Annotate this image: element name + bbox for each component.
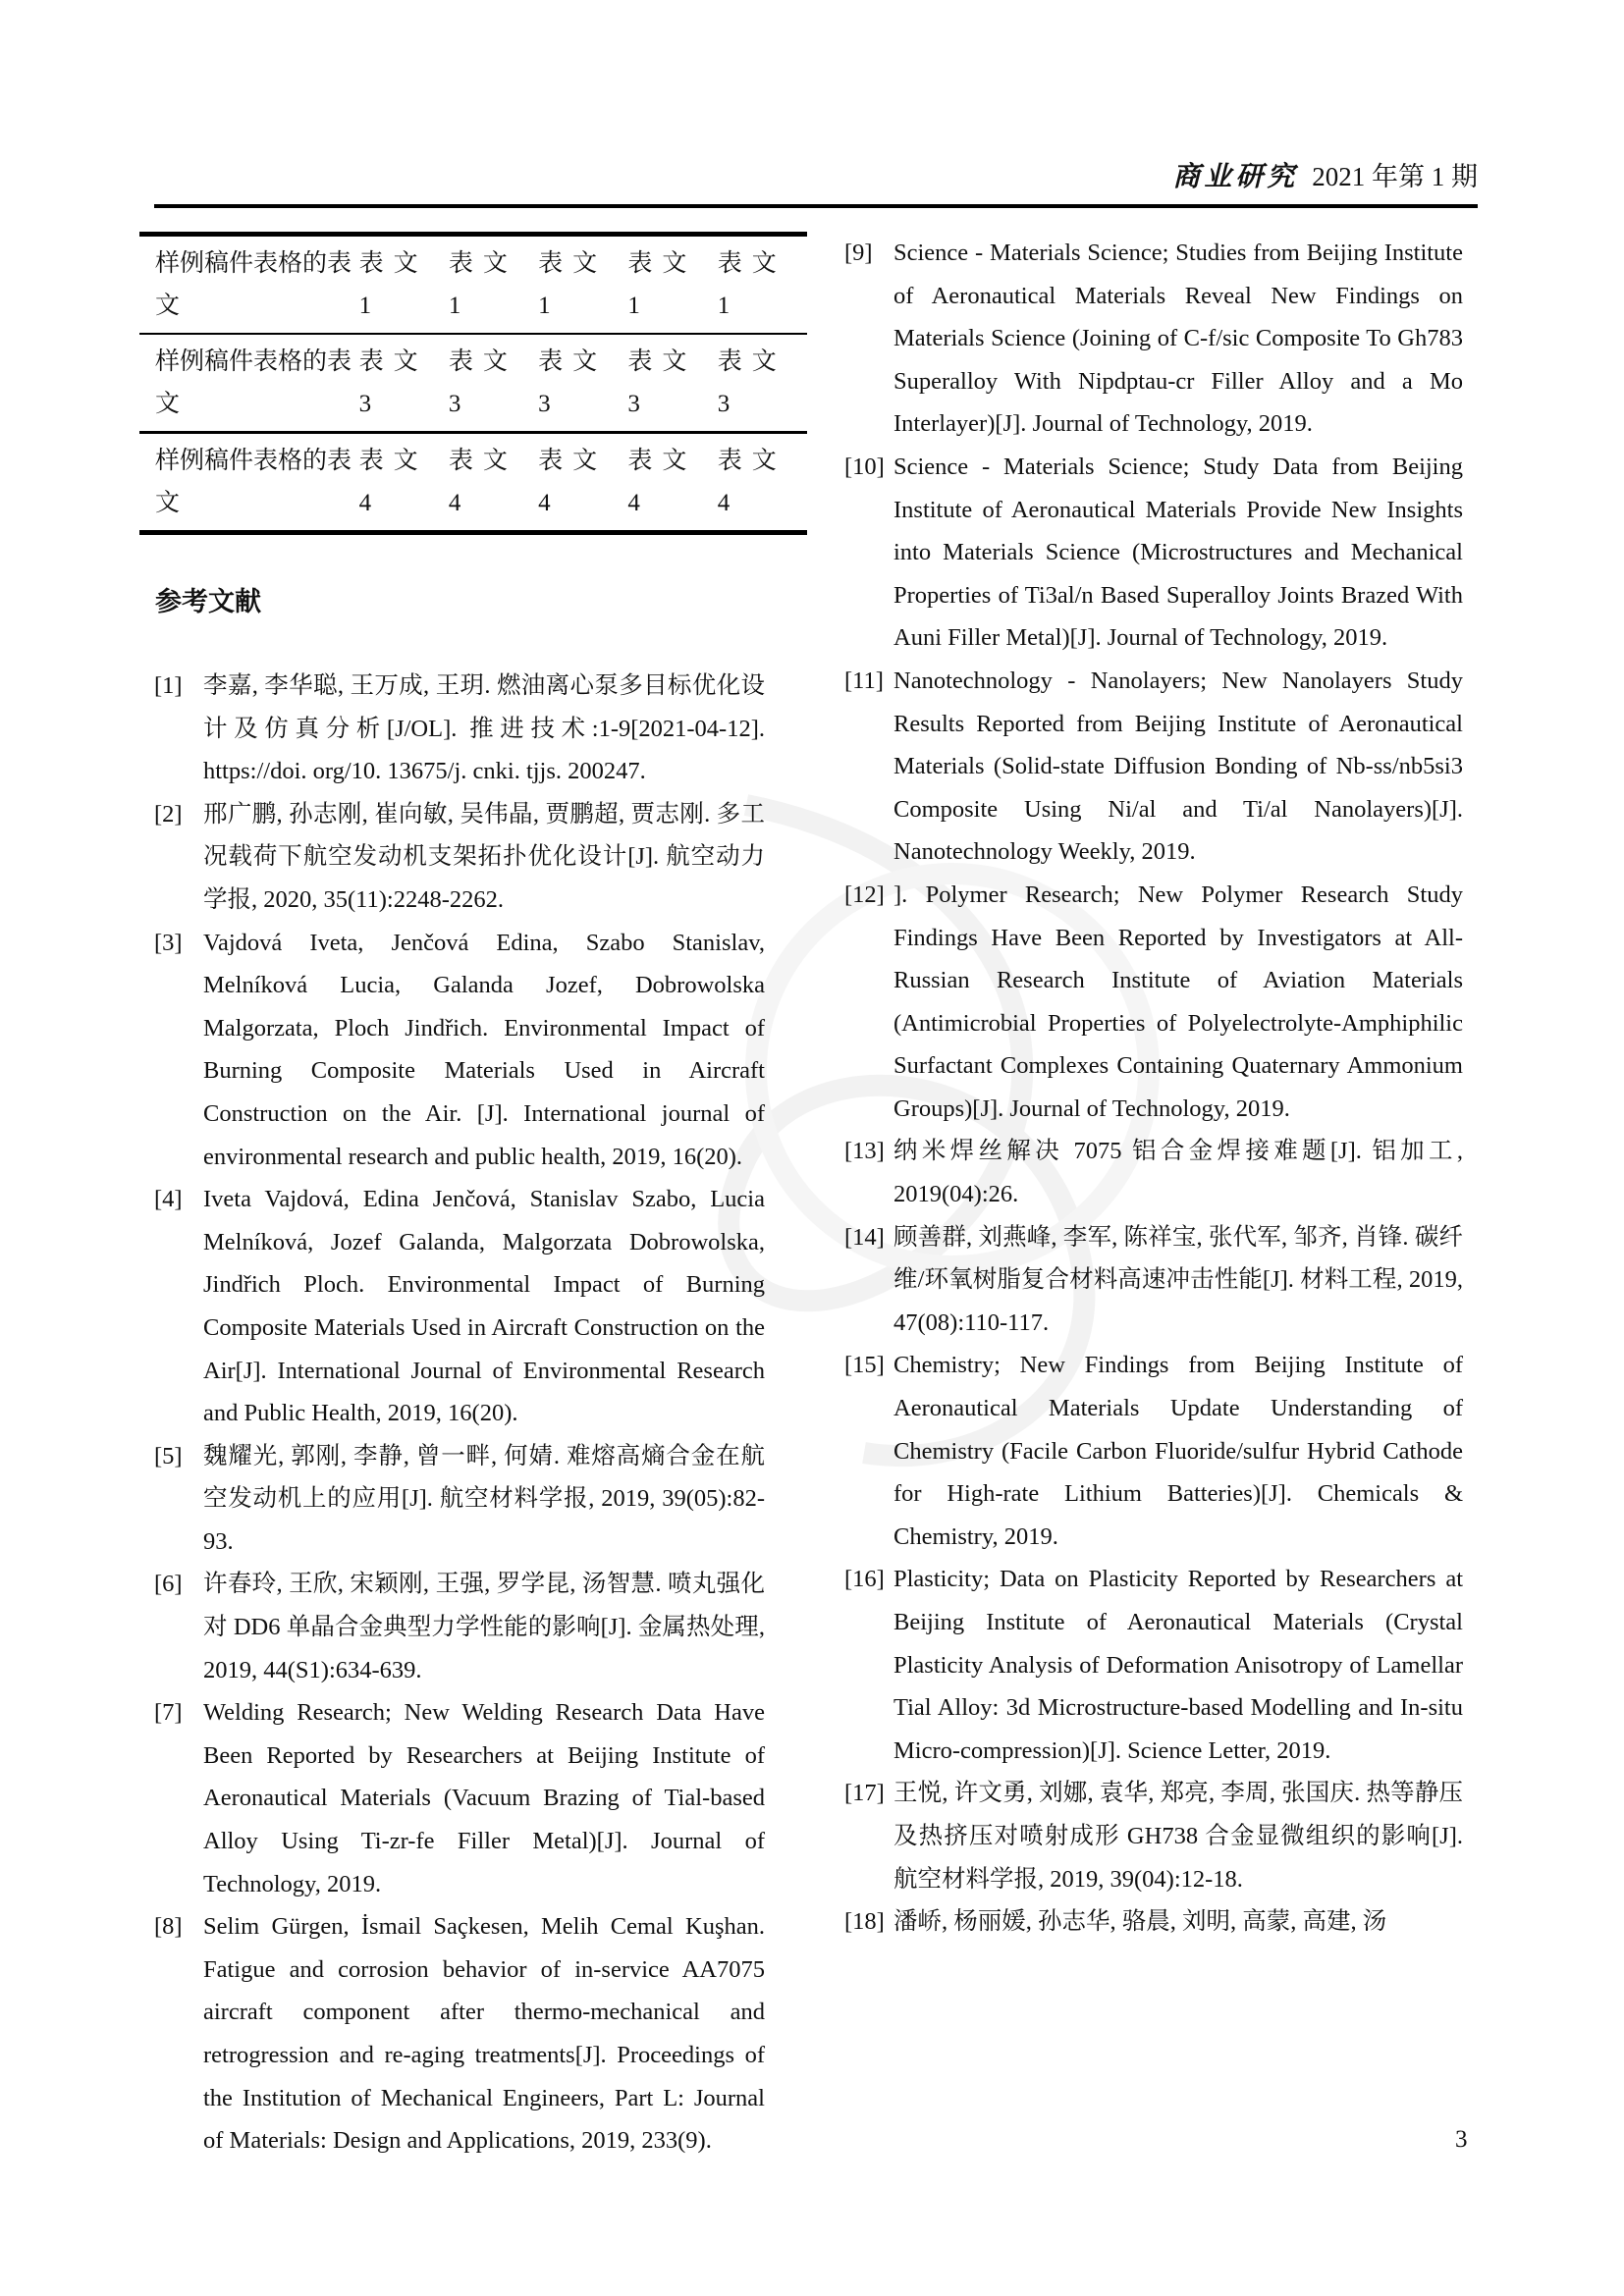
- reference-text: 王悦, 许文勇, 刘娜, 袁华, 郑亮, 李周, 张国庆. 热等静压及热挤压对喷射成形 GH738 合金显微组织的影响[J]. 航空材料学报, 2019, 39(04):12-18.: [893, 1780, 1463, 1893]
- reference-number: [6]: [154, 1571, 183, 1598]
- journal-name: 商业研究: [1172, 160, 1299, 192]
- table-cell: 表文 1: [718, 235, 807, 335]
- reference-number: [12]: [844, 881, 885, 908]
- table-cell: 表文 3: [538, 334, 627, 433]
- reference-list-left: [139, 665, 765, 2163]
- table-cell: 表文 1: [627, 235, 717, 335]
- table-cell: 表文 4: [627, 433, 717, 533]
- reference-text: Vajdová Iveta, Jenčová Edina, Szabo Stanislav, Melníková Lucia, Galanda Jozef, Dobrowolska Malgorzata, Ploch Jindřich. Environmental Impact of Burning Composite Materials Used in Aircraft Construction on the Air. [J]. International journal of environmental research and public health, 2019, 16(20).: [203, 929, 765, 1170]
- reference-text: 李嘉, 李华聪, 王万成, 王玥. 燃油离心泵多目标优化设计及仿真分析[J/OL]. 推进技术:1-9[2021-04-12]. https://doi. org/10. 13675/j. cnki. tjjs. 200247.: [203, 672, 765, 785]
- reference-number: [9]: [844, 240, 873, 266]
- reference-item: [154, 1905, 765, 2163]
- reference-text: 潘峤, 杨丽媛, 孙志华, 骆晨, 刘明, 高蒙, 高建, 汤: [893, 1908, 1387, 1936]
- reference-text: 纳米焊丝解决 7075 铝合金焊接难题[J]. 铝加工, 2019(04):26.: [893, 1138, 1463, 1208]
- table-cell: 表文 4: [449, 433, 538, 533]
- table-row: [139, 433, 807, 533]
- reference-text: ]. Polymer Research; New Polymer Research Study Findings Have Been Reported by Investigators at All-Russian Research Institute of Aviation Materials (Antimicrobial Properties of Polyelectrolyte-Amphiphilic Surfactant Complexes Containing Quaternary Ammonium Groups)[J]. Journal of Technology, 2019.: [893, 881, 1463, 1122]
- issue-label: 2021 年第 1 期: [1312, 162, 1478, 191]
- reference-item: [844, 1772, 1463, 1900]
- reference-number: [18]: [844, 1908, 885, 1936]
- reference-text: Nanotechnology - Nanolayers; New Nanolayers Study Results Reported from Beijing Institute of Aeronautical Materials (Solid-state Diffusion Bonding of Nb-ss/nb5si3 Composite Using Ni/al and Ti/al Nanolayers)[J]. Nanotechnology Weekly, 2019.: [893, 667, 1463, 866]
- reference-text: 许春玲, 王欣, 宋颖刚, 王强, 罗学昆, 汤智慧. 喷丸强化对 DD6 单晶合金典型力学性能的影响[J]. 金属热处理, 2019, 44(S1):634-639.: [203, 1571, 765, 1683]
- reference-item: [154, 1178, 765, 1435]
- table-row: [139, 334, 807, 433]
- reference-item: [154, 793, 765, 922]
- reference-item: [154, 1563, 765, 1691]
- reference-number: [11]: [844, 667, 884, 694]
- reference-item: [844, 1558, 1463, 1772]
- reference-number: [15]: [844, 1352, 885, 1379]
- reference-text: Welding Research; New Welding Research Data Have Been Reported by Researchers at Beijing Institute of Aeronautical Materials (Vacuum Brazing of Tial-based Alloy Using Ti-zr-fe Filler Metal)[J]. Journal of Technology, 2019.: [203, 1699, 765, 1897]
- reference-text: Chemistry; New Findings from Beijing Institute of Aeronautical Materials Update Understanding of Chemistry (Facile Carbon Fluoride/sulfur Hybrid Cathode for High-rate Lithium Batteries)[J]. Chemicals & Chemistry, 2019.: [893, 1352, 1463, 1550]
- reference-text: Selim Gürgen, İsmail Saçkesen, Melih Cemal Kuşhan. Fatigue and corrosion behavior of in-service AA7075 aircraft component after thermo-mechanical and retrogression and re-aging treatments[J]. Proceedings of the Institution of Mechanical Engineers, Part L: Journal of Materials: Design and Applications, 2019, 233(9).: [203, 1913, 765, 2155]
- reference-item: [844, 1130, 1463, 1215]
- reference-text: 邢广鹏, 孙志刚, 崔向敏, 吴伟晶, 贾鹏超, 贾志刚. 多工况载荷下航空发动机支架拓扑优化设计[J]. 航空动力学报, 2020, 35(11):2248-2262.: [203, 800, 765, 913]
- left-column: [139, 232, 807, 2163]
- references-heading: 参考文献: [155, 587, 261, 617]
- reference-number: [8]: [154, 1913, 183, 1941]
- reference-item: [844, 446, 1463, 660]
- table-cell: 表文 1: [359, 235, 449, 335]
- reference-number: [16]: [844, 1566, 885, 1593]
- reference-text: Science - Materials Science; Study Data from Beijing Institute of Aeronautical Materials Provide New Insights into Materials Science (Microstructures and Mechanical Properties of Ti3al/n Based Superalloy Joints Brazed With Auni Filler Metal)[J]. Journal of Technology, 2019.: [893, 453, 1463, 652]
- header-journal-info: [1172, 155, 1478, 194]
- reference-text: Plasticity; Data on Plasticity Reported by Researchers at Beijing Institute of Aeronautical Materials (Crystal Plasticity Analysis of Deformation Anisotropy of Lamellar Tial Alloy: 3d Microstructure-based Modelling and In-situ Micro-compression)[J]. Science Letter, 2019.: [893, 1566, 1463, 1764]
- reference-number: [1]: [154, 672, 183, 699]
- reference-item: [844, 1900, 1463, 1944]
- table-row-label: 样例稿件表格的表文: [139, 235, 359, 335]
- reference-item: [844, 1344, 1463, 1558]
- reference-number: [13]: [844, 1138, 885, 1165]
- table-row-label: 样例稿件表格的表文: [139, 433, 359, 533]
- reference-text: Science - Materials Science; Studies from Beijing Institute of Aeronautical Materials Reveal New Findings on Materials Science (Joining of C-f/sic Composite To Gh783 Superalloy With Nipdptau-cr Filler Alloy and a Mo Interlayer)[J]. Journal of Technology, 2019.: [893, 240, 1463, 438]
- reference-item: [154, 922, 765, 1179]
- reference-number: [2]: [154, 800, 183, 828]
- right-column: [844, 232, 1463, 1944]
- table-row: [139, 235, 807, 335]
- reference-item: [844, 1216, 1463, 1345]
- table-cell: 表文 3: [449, 334, 538, 433]
- reference-item: [154, 1691, 765, 1905]
- table-cell: 表文 3: [627, 334, 717, 433]
- table-cell: 表文 1: [538, 235, 627, 335]
- reference-number: [4]: [154, 1186, 183, 1213]
- reference-item: [154, 1435, 765, 1564]
- reference-item: [844, 660, 1463, 874]
- reference-number: [5]: [154, 1442, 183, 1469]
- page-header: [154, 147, 1478, 206]
- reference-text: 魏耀光, 郭刚, 李静, 曾一畔, 何婧. 难熔高熵合金在航空发动机上的应用[J]. 航空材料学报, 2019, 39(05):82-93.: [203, 1442, 765, 1555]
- reference-text: 顾善群, 刘燕峰, 李军, 陈祥宝, 张代军, 邹齐, 肖锋. 碳纤维/环氧树脂复合材料高速冲击性能[J]. 材料工程, 2019, 47(08):110-117.: [893, 1223, 1463, 1336]
- table-cell: 表文 4: [718, 433, 807, 533]
- reference-number: [7]: [154, 1699, 183, 1727]
- reference-number: [14]: [844, 1223, 885, 1251]
- sample-table: [139, 232, 807, 535]
- reference-number: [3]: [154, 929, 183, 956]
- table-cell: 表文 4: [538, 433, 627, 533]
- table-row-label: 样例稿件表格的表文: [139, 334, 359, 433]
- header-rule: [154, 204, 1478, 208]
- table-cell: 表文 4: [359, 433, 449, 533]
- reference-text: Iveta Vajdová, Edina Jenčová, Stanislav Szabo, Lucia Melníková, Jozef Galanda, Malgorzata Dobrowolska, Jindřich Ploch. Environmental Impact of Burning Composite Materials Used in Aircraft Construction on the Air[J]. International Journal of Environmental Research and Public Health, 2019, 16(20).: [203, 1186, 765, 1427]
- reference-number: [17]: [844, 1780, 885, 1807]
- reference-item: [844, 232, 1463, 446]
- page-number: 3: [1455, 2126, 1468, 2153]
- table-cell: 表文 1: [449, 235, 538, 335]
- table-cell: 表文 3: [718, 334, 807, 433]
- table-cell: 表文 3: [359, 334, 449, 433]
- reference-list-right: [844, 232, 1463, 1944]
- reference-item: [844, 874, 1463, 1131]
- reference-number: [10]: [844, 453, 885, 480]
- reference-item: [154, 665, 765, 793]
